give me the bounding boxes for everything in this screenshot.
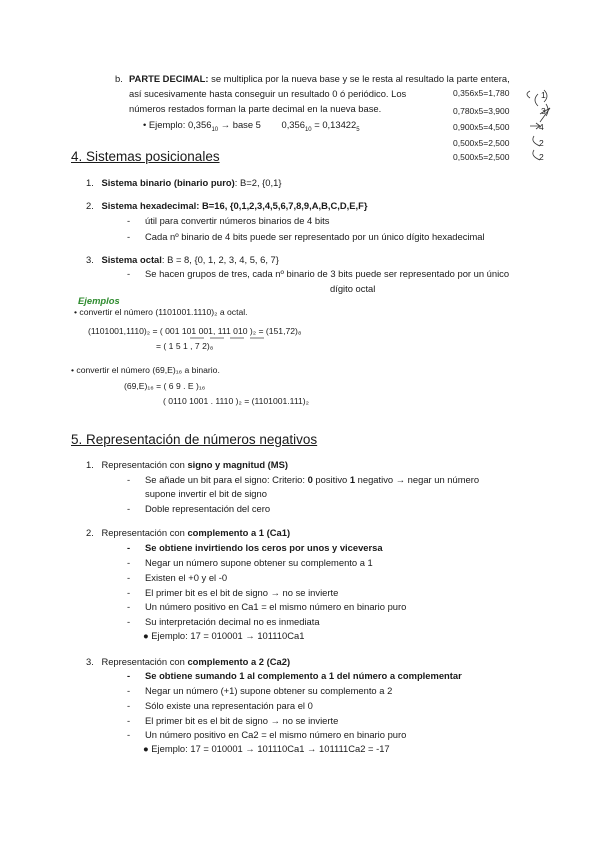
s5-item2-bullet5: - Un número positivo en Ca1 = el mismo número en binario puro (145, 601, 406, 612)
calc-digit: 3 (541, 106, 546, 116)
partb-title: PARTE DECIMAL: (129, 73, 209, 84)
s4-item2-bullet2: - Cada nº binario de 4 bits puede ser representado por un único dígito hexadecimal (145, 231, 485, 242)
s5-item3-bullet4: - El primer bit es el bit de signo → no se invierte (145, 715, 338, 726)
s5-item2-bullet3: - Existen el +0 y el -0 (145, 572, 227, 583)
bullet-icon: ● (143, 743, 149, 754)
partb-line2: así sucesivamente hasta conseguir un resultado 0 ó periódico. Los (129, 88, 407, 99)
calc-line: 0,500x5=2,500 (453, 152, 510, 162)
s5-item3-example: ● Ejemplo: 17 = 010001 → 101110Ca1 → 101111Ca2 = -17 (143, 743, 390, 754)
section4-title: 4. Sistemas posicionales (71, 149, 220, 164)
s4-item1: 1. Sistema binario (binario puro): B=2, {0,1} (86, 177, 282, 188)
s5-item1: 1. Representación con signo y magnitud (MS) (86, 459, 288, 470)
calc-digit: 4 (539, 122, 544, 132)
bullet-icon: • (143, 119, 147, 130)
s4-item2: 2. Sistema hexadecimal: B=16, {0,1,2,3,4,5,6,7,8,9,A,B,C,D,E,F} (86, 200, 368, 211)
calc-digit: 2 (539, 152, 544, 162)
s5-item2-bullet4: - El primer bit es el bit de signo → no se invierte (145, 587, 338, 598)
partb-line1 (129, 73, 510, 84)
s5-item2-bullet1: - Se obtiene invirtiendo los ceros por unos y viceversa (145, 542, 383, 553)
example1-underlines (190, 336, 280, 340)
calc-line: 0,356x5=1,780 (453, 88, 510, 98)
s5-item3-bullet3: - Sólo existe una representación para el 0 (145, 700, 313, 711)
s4-item3: 3. Sistema octal: B = 8, {0, 1, 2, 3, 4, 5, 6, 7} (86, 254, 279, 265)
example2-line1: (69,E)₁₆ = ( 6 9 . E )₁₆ (124, 381, 206, 391)
s5-item1-bullet2: - Doble representación del cero (145, 503, 270, 514)
example1-title: • convertir el número (1101001.1110)₂ a octal. (74, 307, 248, 317)
partb-line3: números restados forman la parte decimal en la nueva base. (129, 103, 382, 114)
s5-item2-bullet2: - Negar un número supone obtener su complemento a 1 (145, 557, 373, 568)
example1-line1: (1101001,1110)₂ = ( 001 101 001, 111 010 )₂ = (151,72)₈ (88, 326, 302, 336)
partb-line1-rest: se multiplica por la nueva base y se le resta al resultado la parte entera, (211, 73, 510, 84)
bullet-icon: ● (143, 630, 149, 641)
s4-item3-bullet1: - Se hacen grupos de tres, cada nº binario de 3 bits puede ser representado por un único (145, 268, 509, 279)
s4-item3-bullet1-cont: dígito octal (330, 283, 376, 294)
s5-item3-bullet2: - Negar un número (+1) supone obtener su complemento a 2 (145, 685, 392, 696)
s4-item2-bullet1: - útil para convertir números binarios de 4 bits (145, 215, 329, 226)
s5-item3-bullet5: - Un número positivo en Ca2 = el mismo número en binario puro (145, 729, 406, 740)
example2-line2: ( 0110 1001 . 1110 )₂ = (1101001.111)₂ (163, 396, 309, 406)
s5-item1-bullet1-cont: supone invertir el bit de signo (145, 488, 267, 499)
calc-line: 0,780x5=3,900 (453, 106, 510, 116)
s5-item2-bullet6: - Su interpretación decimal no es inmediata (145, 616, 320, 627)
s5-item3: 3. Representación con complemento a 2 (Ca2) (86, 656, 291, 667)
calc-line: 0,900x5=4,500 (453, 122, 510, 132)
example1-line2: = ( 1 5 1 , 7 2)₈ (156, 341, 214, 351)
examples-label: Ejemplos (78, 295, 120, 306)
example2-title: • convertir el número (69,E)₁₆ a binario. (71, 365, 220, 375)
s5-item1-bullet1: - Se añade un bit para el signo: Criterio: 0 positivo 1 negativo → negar un número (145, 474, 479, 485)
s5-item2: 2. Representación con complemento a 1 (Ca1) (86, 527, 291, 538)
s5-item3-bullet1: - Se obtiene sumando 1 al complemento a 1 del número a complementar (145, 670, 462, 681)
section5-title: 5. Representación de números negativos (71, 432, 318, 447)
s5-item2-example: ● Ejemplo: 17 = 010001 → 101110Ca1 (143, 630, 305, 641)
calc-digit: 1 (541, 90, 546, 100)
calc-digit: 2 (539, 138, 544, 148)
partb-marker: b. (115, 73, 123, 84)
partb-example: • Ejemplo: $0,356_{10}$ → base 5 $0,356_{10} = 0,13422_5$ (143, 119, 360, 133)
calc-arrows-sketch (510, 86, 556, 168)
calc-line: 0,500x5=2,500 (453, 138, 510, 148)
